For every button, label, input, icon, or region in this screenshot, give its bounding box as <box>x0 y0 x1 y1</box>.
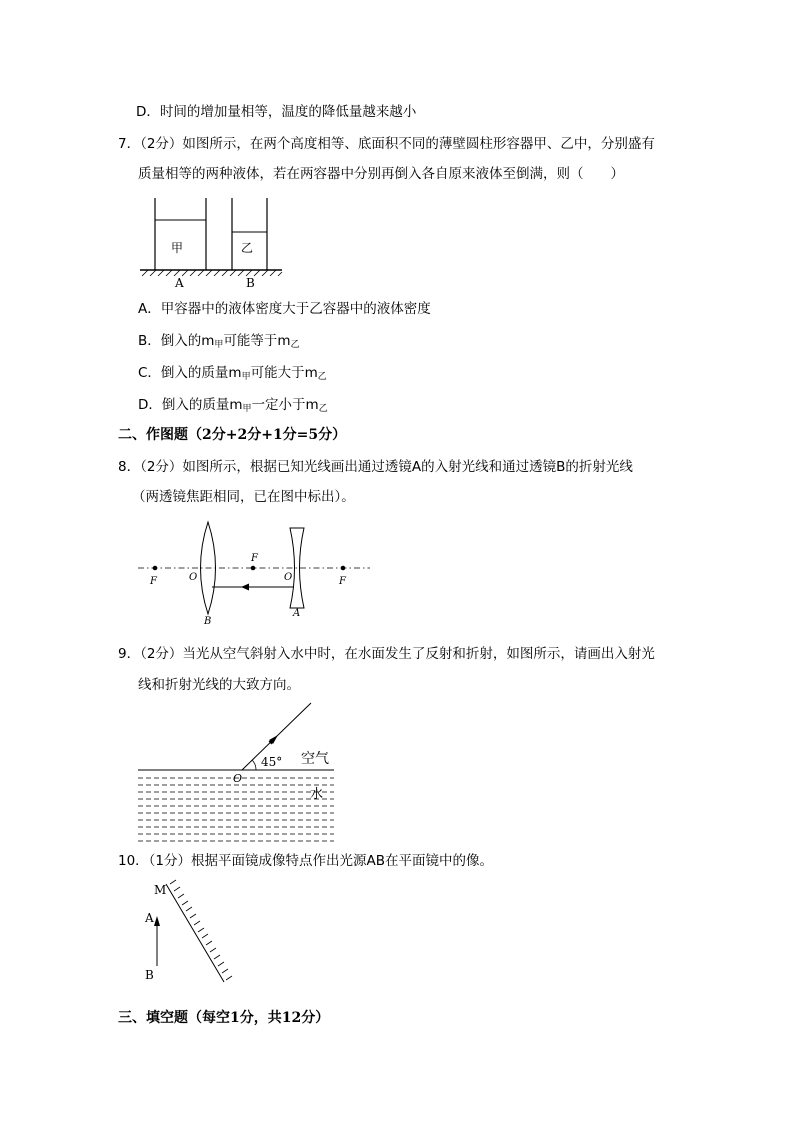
water-label: 水 <box>310 787 324 802</box>
label-jia: 甲 <box>171 241 184 255</box>
q6-option-d: D．时间的增加量相等，温度的降低量越来越小 <box>136 104 417 120</box>
lens-a-label: A <box>293 608 301 619</box>
q7-containers-figure <box>140 190 290 290</box>
q8-stem-line2: （两透镜焦距相同，已在图中标出）。 <box>132 489 355 505</box>
label-a: A <box>175 276 184 290</box>
label-b: B <box>246 276 255 290</box>
q7-option-c <box>138 364 327 386</box>
q7-option-d-mid: 一定小于m <box>251 397 319 413</box>
section-2-title: 二、作图题（2分+2分+1分=5分） <box>118 427 347 443</box>
q7-option-c-sub2: 乙 <box>317 372 327 382</box>
q7-option-b <box>138 332 300 354</box>
q7-option-c-mid: 可能大于m <box>250 365 318 381</box>
focus-f-middle: F <box>251 553 258 564</box>
q7-option-c-sub1: 甲 <box>241 372 251 382</box>
q7-option-d-pre: D．倒入的质量m <box>138 397 243 413</box>
q7-option-c-pre: C．倒入的质量m <box>138 365 242 381</box>
q10-mirror-figure <box>140 878 250 988</box>
section-3-title: 三、填空题（每空1分，共12分） <box>118 1010 330 1026</box>
point-a-label: A <box>145 911 154 925</box>
center-o-a: O <box>284 572 293 583</box>
q7-option-d <box>138 396 328 418</box>
air-label: 空气 <box>301 751 329 767</box>
q9-stem-line2: 线和折射光线的大致方向。 <box>138 677 300 693</box>
q8-stem-line1: 8．（2分）如图所示，根据已知光线画出通过透镜A的入射光线和通过透镜B的折射光线 <box>118 459 633 475</box>
focus-f-right: F <box>339 576 346 587</box>
q9-refraction-figure <box>138 700 338 845</box>
q10-stem: 10．（1分）根据平面镜成像特点作出光源AB在平面镜中的像。 <box>118 853 494 869</box>
q7-option-a: A．甲容器中的液体密度大于乙容器中的液体密度 <box>138 301 431 317</box>
mirror-m-label: M <box>154 883 167 897</box>
q7-option-d-sub2: 乙 <box>318 404 328 414</box>
q7-stem-line2: 质量相等的两种液体，若在两容器中分别再倒入各自原来液体至倒满，则（ ） <box>138 166 624 182</box>
q7-option-b-pre: B．倒入的m <box>138 333 215 349</box>
label-yi: 乙 <box>241 241 254 255</box>
point-o-label: O <box>233 772 243 785</box>
q7-stem-line1: 7．（2分）如图所示，在两个高度相等、底面积不同的薄壁圆柱形容器甲、乙中，分别盛有 <box>118 136 655 152</box>
q9-stem-line1: 9．（2分）当光从空气斜射入水中时，在水面发生了反射和折射，如图所示，请画出入射光 <box>118 646 655 662</box>
angle-label: 45° <box>261 755 283 769</box>
q7-option-b-mid: 可能等于m <box>223 333 291 349</box>
q8-lens-figure <box>138 518 373 628</box>
q7-option-d-sub1: 甲 <box>242 404 252 414</box>
point-b-label: B <box>145 968 154 982</box>
q7-option-b-sub1: 甲 <box>214 340 224 350</box>
lens-b-label: B <box>204 616 212 627</box>
q7-option-b-sub2: 乙 <box>290 340 300 350</box>
center-o-b: O <box>189 572 198 583</box>
focus-f-left: F <box>150 576 157 587</box>
